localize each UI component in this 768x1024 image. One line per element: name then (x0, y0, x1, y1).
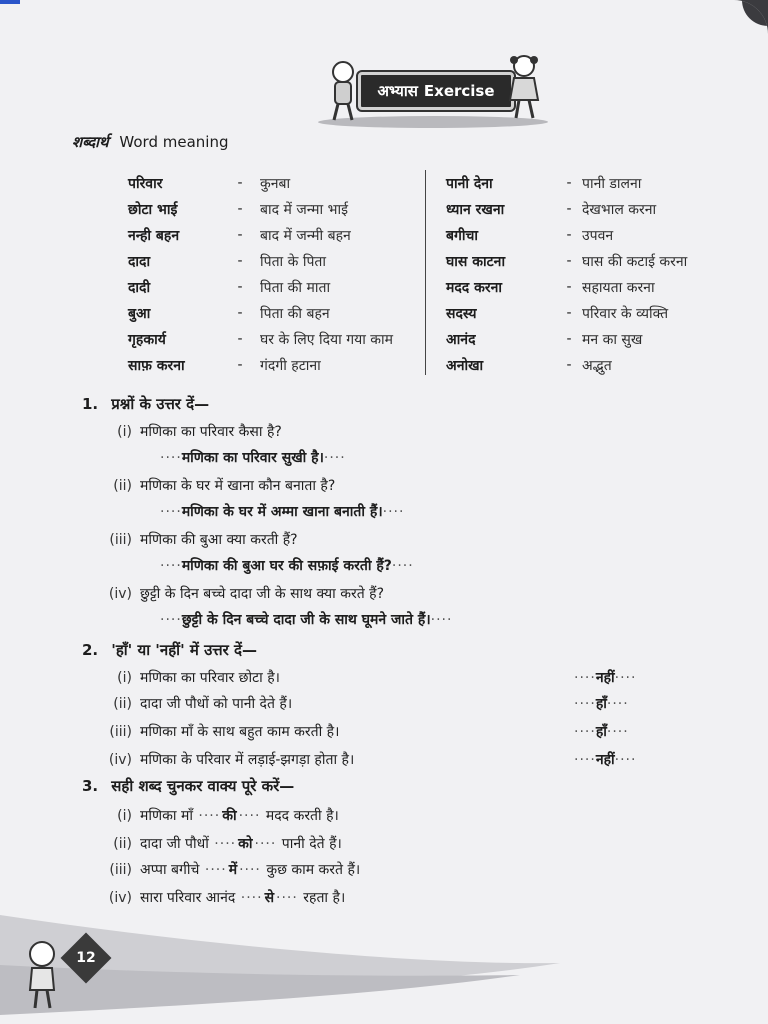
glossary-row (446, 326, 687, 352)
answer-dots: ···· (614, 670, 637, 686)
glossary-word: साफ़ करना (128, 357, 185, 374)
glossary-meaning: परिवार के व्यक्ति (582, 305, 669, 322)
glossary-word: सदस्य (446, 305, 477, 322)
answer-dots: ···· (606, 696, 629, 712)
exercise-english: Exercise (423, 82, 495, 100)
statement-line (90, 668, 280, 687)
statement-text: मणिका माँ के साथ बहुत काम करती है। (140, 724, 340, 740)
statement-line (90, 694, 292, 713)
section-2-number: 2. (82, 641, 99, 659)
word-meaning-heading (72, 132, 228, 152)
statement-text: मणिका का परिवार छोटा है। (140, 670, 280, 686)
section-3-title: सही शब्द चुनकर वाक्य पूरे करें— (111, 777, 295, 795)
glossary-dash: - (566, 175, 572, 191)
glossary-divider (425, 170, 426, 375)
glossary-meaning: पिता की बहन (260, 305, 330, 322)
glossary-word: परिवार (128, 175, 163, 192)
section-1-number: 1. (82, 395, 99, 413)
statement-number: (i) (117, 670, 132, 686)
glossary-row (128, 300, 393, 326)
glossary-row (128, 326, 393, 352)
section-1-title: प्रश्नों के उत्तर दें— (111, 395, 210, 413)
glossary-dash: - (237, 175, 243, 191)
statement-number: (iii) (109, 724, 132, 740)
blank-dots: ···· (192, 808, 221, 824)
fill-blank-answer: को (238, 836, 253, 852)
glossary-word: ध्यान रखना (446, 201, 505, 218)
glossary-row (128, 274, 393, 300)
answer-text: मणिका की बुआ घर की सफ़ाई करती हैं? (181, 558, 392, 574)
page-number: 12 (76, 950, 96, 966)
answer-dots: ···· (574, 696, 596, 712)
glossary-word: छोटा भाई (128, 201, 178, 218)
glossary-meaning: सहायता करना (582, 279, 655, 296)
glossary-dash: - (237, 331, 243, 347)
question-line (90, 530, 298, 549)
glossary-row (446, 248, 687, 274)
answer-dots: ···· (323, 450, 346, 466)
blank-dots: ···· (276, 890, 304, 906)
yes-no-text: हाँ (595, 696, 607, 712)
yes-no-answer (574, 722, 629, 741)
yes-no-answer (574, 750, 636, 769)
page-corner (742, 0, 768, 26)
glossary-dash: - (566, 279, 572, 295)
glossary-row (446, 352, 687, 378)
glossary-dash: - (566, 357, 572, 373)
glossary-dash: - (566, 201, 572, 217)
glossary-row (446, 222, 687, 248)
footer-boy-illustration-icon (22, 940, 62, 1010)
fill-blank-post: रहता है। (303, 890, 346, 906)
statement-line (90, 722, 339, 741)
section-1-heading (82, 394, 209, 414)
question-line (90, 476, 335, 495)
question-text: छुट्टी के दिन बच्चे दादा जी के साथ क्या करते हैं? (140, 586, 385, 602)
answer-line (160, 502, 404, 521)
glossary-row (446, 274, 687, 300)
glossary-dash: - (237, 201, 243, 217)
section-2-title: 'हाँ' या 'नहीं' में उत्तर दें— (111, 641, 257, 659)
glossary-meaning: बाद में जन्मी बहन (260, 227, 351, 244)
glossary-word: नन्ही बहन (128, 227, 180, 244)
yes-no-answer (574, 694, 629, 713)
glossary-row (128, 248, 393, 274)
glossary-meaning: पिता की माता (260, 279, 331, 296)
glossary-word: घास काटना (446, 253, 506, 270)
glossary-left-column (128, 170, 393, 378)
glossary-row (128, 352, 393, 378)
glossary-word: दादा (128, 253, 151, 270)
answer-dots: ···· (382, 504, 405, 520)
answer-dots: ···· (574, 724, 596, 740)
section-2-heading (82, 640, 257, 660)
girl-illustration-icon (506, 54, 542, 120)
yes-no-text: हाँ (595, 724, 607, 740)
glossary-meaning: अद्भुत (582, 357, 612, 374)
fill-blank-post: पानी देते हैं। (281, 836, 342, 852)
glossary-dash: - (237, 357, 243, 373)
glossary-word: बगीचा (446, 227, 479, 244)
glossary-word: गृहकार्य (128, 331, 166, 348)
question-number: (i) (117, 424, 132, 440)
statement-line (90, 750, 354, 769)
fill-blank-number: (iv) (108, 890, 132, 906)
question-text: मणिका का परिवार कैसा है? (140, 424, 282, 440)
answer-dots: ···· (430, 612, 453, 628)
fill-blank-pre: दादा जी पौधों (140, 836, 209, 852)
answer-line (160, 556, 414, 575)
exercise-board (358, 72, 514, 110)
glossary-row (446, 170, 687, 196)
blank-dots: ···· (238, 808, 266, 824)
glossary-meaning: बाद में जन्मा भाई (260, 201, 348, 218)
answer-dots: ···· (160, 504, 182, 520)
glossary-dash: - (237, 305, 243, 321)
answer-dots: ···· (574, 752, 596, 768)
glossary-dash: - (237, 253, 243, 269)
fill-blank-pre: मणिका माँ (140, 808, 193, 824)
glossary-row (128, 222, 393, 248)
glossary-meaning: देखभाल करना (582, 201, 657, 218)
fill-blank-pre: अप्पा बगीचे (140, 862, 200, 878)
answer-text: मणिका के घर में अम्मा खाना बनाती हैं। (181, 504, 383, 520)
exercise-banner (318, 54, 548, 138)
word-meaning-hindi: शब्दार्थ (72, 133, 109, 151)
fill-blank-answer: की (222, 808, 237, 824)
glossary-word: अनोखा (446, 357, 484, 374)
glossary-word: दादी (128, 279, 151, 296)
word-meaning-english: Word meaning (119, 133, 229, 151)
blank-dots: ···· (208, 836, 237, 852)
glossary-word: मदद करना (446, 279, 502, 296)
fill-blank-number: (ii) (113, 836, 132, 852)
fill-blank-line (90, 806, 339, 825)
glossary-dash: - (566, 227, 572, 243)
footer-swoosh (0, 905, 768, 1024)
glossary-meaning: कुनबा (260, 175, 291, 192)
glossary-row (446, 300, 687, 326)
glossary-row (128, 170, 393, 196)
question-line (90, 422, 282, 441)
question-number: (iv) (108, 586, 132, 602)
glossary-row (446, 196, 687, 222)
answer-dots: ···· (391, 558, 414, 574)
answer-text: छुट्टी के दिन बच्चे दादा जी के साथ घूमने जाते हैं। (181, 612, 431, 628)
glossary-dash: - (566, 331, 572, 347)
fill-blank-number: (iii) (109, 862, 132, 878)
glossary-word: आनंद (446, 331, 476, 348)
glossary-meaning: मन का सुख (582, 331, 643, 348)
glossary-right-column (446, 170, 687, 378)
fill-blank-line (90, 860, 360, 879)
fill-blank-answer: में (228, 862, 238, 878)
glossary-dash: - (566, 305, 572, 321)
fill-blank-line (90, 834, 342, 853)
section-3-number: 3. (82, 777, 99, 795)
question-number: (ii) (113, 478, 132, 494)
boy-illustration-icon (326, 60, 360, 122)
question-number: (iii) (109, 532, 132, 548)
fill-blank-pre: सारा परिवार आनंद (140, 890, 236, 906)
glossary-row (128, 196, 393, 222)
yes-no-text: नहीं (595, 670, 615, 686)
fill-blank-number: (i) (117, 808, 132, 824)
glossary-meaning: घर के लिए दिया गया काम (260, 331, 394, 348)
glossary-dash: - (237, 279, 243, 295)
glossary-word: पानी देना (446, 175, 493, 192)
answer-line (160, 610, 452, 629)
statement-text: मणिका के परिवार में लड़ाई-झगड़ा होता है। (140, 752, 355, 768)
corner-accent (0, 0, 20, 4)
blank-dots: ···· (235, 890, 263, 906)
question-text: मणिका की बुआ क्या करती हैं? (140, 532, 298, 548)
blank-dots: ···· (199, 862, 227, 878)
answer-dots: ···· (606, 724, 629, 740)
answer-dots: ···· (614, 752, 637, 768)
answer-dots: ···· (574, 670, 596, 686)
yes-no-text: नहीं (595, 752, 615, 768)
blank-dots: ···· (239, 862, 267, 878)
statement-text: दादा जी पौधों को पानी देते हैं। (140, 696, 293, 712)
glossary-meaning: उपवन (582, 227, 614, 244)
answer-text: मणिका का परिवार सुखी है। (181, 450, 324, 466)
blank-dots: ···· (254, 836, 282, 852)
statement-number: (iv) (108, 752, 132, 768)
answer-dots: ···· (160, 612, 182, 628)
yes-no-answer (574, 668, 636, 687)
answer-line (160, 448, 346, 467)
glossary-meaning: घास की कटाई करना (582, 253, 688, 270)
section-3-heading (82, 776, 294, 796)
question-text: मणिका के घर में खाना कौन बनाता है? (140, 478, 336, 494)
glossary-table (128, 170, 738, 375)
statement-number: (ii) (113, 696, 132, 712)
glossary-meaning: गंदगी हटाना (260, 357, 321, 374)
glossary-meaning: पानी डालना (582, 175, 642, 192)
answer-dots: ···· (160, 450, 182, 466)
fill-blank-post: कुछ काम करते हैं। (266, 862, 361, 878)
fill-blank-answer: से (264, 890, 275, 906)
glossary-dash: - (237, 227, 243, 243)
exercise-hindi: अभ्यास (377, 82, 418, 100)
glossary-dash: - (566, 253, 572, 269)
glossary-meaning: पिता के पिता (260, 253, 327, 270)
fill-blank-post: मदद करती है। (265, 808, 339, 824)
glossary-word: बुआ (128, 305, 151, 322)
answer-dots: ···· (160, 558, 182, 574)
question-line (90, 584, 384, 603)
